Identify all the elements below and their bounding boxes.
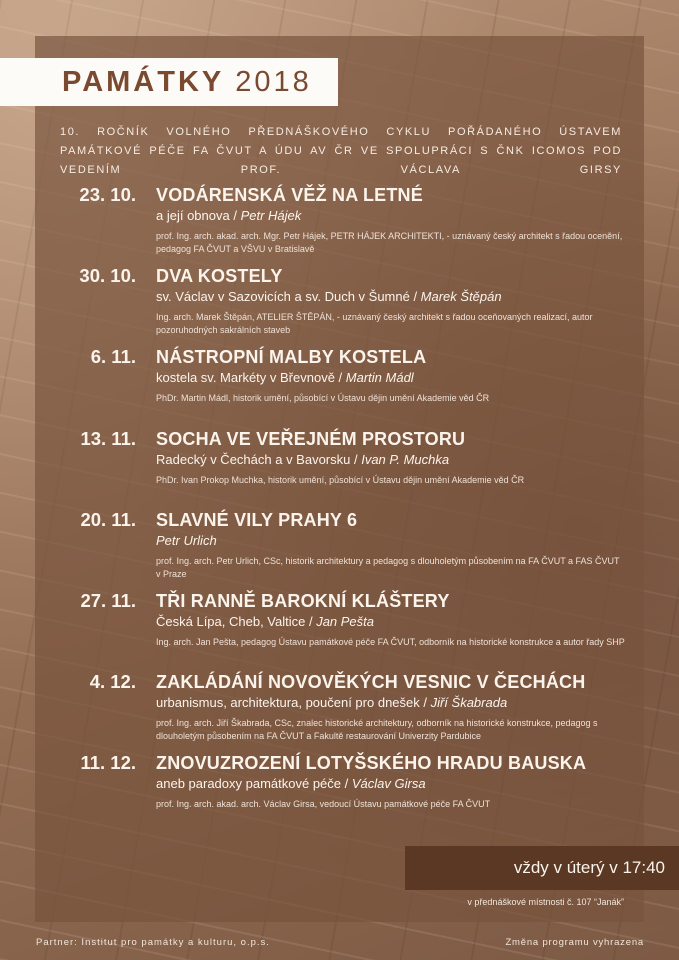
lecture-speaker: Petr Hájek xyxy=(240,208,302,223)
lecture-date: 11. 12. xyxy=(80,752,136,773)
lecture-subtitle xyxy=(156,288,502,305)
lecture-date: 20. 11. xyxy=(80,509,136,530)
title-year: 2018 xyxy=(235,66,312,98)
lecture-item xyxy=(0,670,679,744)
speaker-bio: PhDr. Martin Mádl, historik umění, působící v Ústavu dějin umění Akademie věd ČR xyxy=(156,393,490,403)
lecture-subtitle xyxy=(156,451,449,468)
lecture-title: SOCHA VE VEŘEJNÉM PROSTORU xyxy=(156,429,466,449)
speaker-bio: prof. Ing. arch. Petr Urlich, CSc, historik architektury a pedagog s dlouholetým působením na FA ČVUT a FAS ČVUT v Praze xyxy=(156,556,620,579)
lecture-speaker: Jiří Škabrada xyxy=(430,695,508,710)
lecture-title: NÁSTROPNÍ MALBY KOSTELA xyxy=(156,347,427,367)
schedule-time: vždy v úterý v 17:40 xyxy=(513,858,665,877)
lecture-title: DVA KOSTELY xyxy=(156,266,283,286)
lecture-topic: sv. Václav v Sazovicích a sv. Duch v Šumné / xyxy=(156,289,421,304)
lecture-subtitle xyxy=(156,775,426,792)
lecture-title: ZAKLÁDÁNÍ NOVOVĚKÝCH VESNIC V ČECHÁCH xyxy=(156,672,586,692)
series-description: 10. ROČNÍK VOLNÉHO PŘEDNÁŠKOVÉHO CYKLU POŘÁDANÉHO ÚSTAVEM PAMÁTKOVÉ PÉČE FA ČVUT A ÚDU AV ČR VE SPOLUPRÁCI S ČNK ICOMOS POD VEDENÍM PROF. VÁCLAVA GIRSY xyxy=(60,126,622,176)
partner-credit: Partner: Institut pro památky a kulturu, o.p.s. xyxy=(36,937,270,948)
lecture-subtitle xyxy=(156,369,414,386)
lecture-subtitle xyxy=(156,613,374,630)
schedule-banner xyxy=(405,846,679,890)
lecture-date: 23. 10. xyxy=(79,184,136,205)
lecture-item xyxy=(0,427,679,501)
lecture-topic: Radecký v Čechách a v Bavorsku / xyxy=(156,452,362,467)
poster-title xyxy=(62,64,312,100)
venue-note: v přednáškové místnosti č. 107 “Janák” xyxy=(467,897,624,907)
lecture-item xyxy=(0,183,679,257)
lecture-date: 6. 11. xyxy=(90,346,136,367)
lecture-date: 27. 11. xyxy=(80,590,136,611)
lecture-date: 4. 12. xyxy=(89,671,136,692)
lecture-title: ZNOVUZROZENÍ LOTYŠSKÉHO HRADU BAUSKA xyxy=(156,753,587,773)
lecture-item xyxy=(0,345,679,419)
lecture-topic: urbanismus, architektura, poučení pro dnešek / xyxy=(156,695,431,710)
lecture-topic: a její obnova / xyxy=(156,208,241,223)
lecture-title: SLAVNÉ VILY PRAHY 6 xyxy=(156,510,358,530)
lecture-subtitle xyxy=(156,532,217,549)
speaker-bio: prof. Ing. arch. akad. arch. Václav Girsa, vedoucí Ústavu památkové péče FA ČVUT xyxy=(156,799,491,809)
lecture-title: VODÁRENSKÁ VĚŽ NA LETNÉ xyxy=(156,185,423,205)
speaker-bio: PhDr. Ivan Prokop Muchka, historik umění, působící v Ústavu dějin umění Akademie věd ČR xyxy=(156,475,525,485)
speaker-bio: prof. Ing. arch. Jiří Škabrada, CSc, znalec historické architektury, odborník na historické konstrukce, pedagog s dlouholetým působením na FA ČVUT a Fakultě restaurování Univerzity Pardubice xyxy=(156,718,598,741)
lecture-speaker: Petr Urlich xyxy=(156,533,217,548)
lecture-item xyxy=(0,589,679,663)
lecture-topic: kostela sv. Markéty v Břevnově / xyxy=(156,370,346,385)
lecture-topic: Česká Lípa, Cheb, Valtice / xyxy=(156,614,317,629)
lecture-speaker: Jan Pešta xyxy=(316,614,375,629)
lecture-speaker: Martin Mádl xyxy=(345,370,414,385)
lecture-speaker: Ivan P. Muchka xyxy=(361,452,450,467)
title-word: PAMÁTKY xyxy=(62,66,225,98)
lecture-topic: aneb paradoxy památkové péče / xyxy=(156,776,352,791)
lecture-speaker: Václav Girsa xyxy=(351,776,426,791)
lecture-speaker: Marek Štěpán xyxy=(420,289,502,304)
lecture-item xyxy=(0,264,679,338)
lecture-subtitle xyxy=(156,207,301,224)
lecture-date: 30. 10. xyxy=(79,265,136,286)
change-notice: Změna programu vyhrazena xyxy=(505,937,644,948)
speaker-bio: Ing. arch. Jan Pešta, pedagog Ústavu památkové péče FA ČVUT, odborník na historické konstrukce a autor řady SHP xyxy=(156,637,625,647)
speaker-bio: prof. Ing. arch. akad. arch. Mgr. Petr Hájek, PETR HÁJEK ARCHITEKTI, - uznávaný český architekt s řadou ocenění, pedagog FA ČVUT a VŠVU v Bratislavě xyxy=(156,231,623,254)
speaker-bio: Ing. arch. Marek Štěpán, ATELIER ŠTĚPÁN, - uznávaný český architekt s řadou oceňovaných realizací, autor pozoruhodných sakrálních staveb xyxy=(156,312,593,335)
lecture-item xyxy=(0,508,679,582)
lecture-title: TŘI RANNĚ BAROKNÍ KLÁŠTERY xyxy=(156,591,450,611)
lecture-subtitle xyxy=(156,694,507,711)
lecture-date: 13. 11. xyxy=(80,428,136,449)
lecture-item xyxy=(0,751,679,825)
